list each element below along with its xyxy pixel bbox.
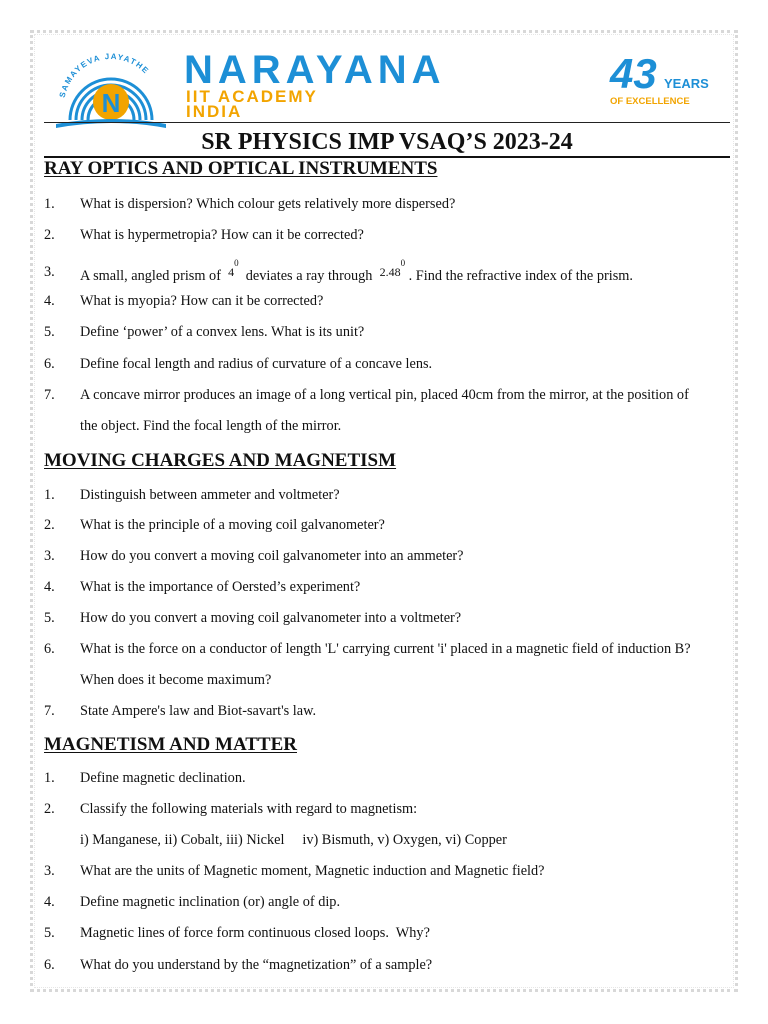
- item-number: 4.: [44, 579, 55, 595]
- item-number: 2.: [44, 517, 55, 533]
- degree-symbol: 0: [400, 258, 406, 268]
- item-text: What is dispersion? Which colour gets relatively more dispersed?: [80, 196, 456, 212]
- item-text: Classify the following materials with regard to magnetism:: [80, 801, 418, 817]
- item-text: How do you convert a moving coil galvanometer into a voltmeter?: [80, 610, 462, 626]
- item-number: 1.: [44, 487, 55, 503]
- item-text: i) Manganese, ii) Cobalt, iii) Nickel iv) Bismuth, v) Oxygen, vi) Copper: [80, 832, 507, 848]
- item-number: 4.: [44, 894, 55, 910]
- logo-arc-text: SAMAYEVA JAYATHE: [57, 51, 152, 99]
- deviation-angle: [379, 258, 406, 279]
- prism-text-a: A small, angled prism of: [80, 268, 221, 284]
- section-heading-ray-optics: RAY OPTICS AND OPTICAL INSTRUMENTS: [44, 158, 438, 179]
- item-text: What is hypermetropia? How can it be corrected?: [80, 227, 364, 243]
- item-number: 6.: [44, 356, 55, 372]
- section-heading-magnetism-matter: MAGNETISM AND MATTER: [44, 734, 297, 755]
- item-text: the object. Find the focal length of the mirror.: [80, 418, 342, 434]
- badge-number: 43: [610, 50, 657, 97]
- item-text: What is the principle of a moving coil galvanometer?: [80, 517, 385, 533]
- brand-subtitle: IIT ACADEMY: [186, 87, 318, 106]
- svg-text:N: N: [101, 88, 121, 118]
- deviation-angle-value: 2.48: [379, 265, 401, 279]
- item-text: Define ‘power’ of a convex lens. What is its unit?: [80, 324, 365, 340]
- brand-country: INDIA: [186, 102, 243, 121]
- item-text: What is the importance of Oersted’s experiment?: [80, 579, 361, 595]
- narayana-logo-icon: [46, 50, 176, 130]
- section-heading-moving-charges: MOVING CHARGES AND MAGNETISM: [44, 450, 397, 471]
- prism-angle: [228, 258, 239, 279]
- item-number: 7.: [44, 703, 55, 719]
- item-number: 5.: [44, 925, 55, 941]
- item-number: 1.: [44, 770, 55, 786]
- item-number: 2.: [44, 227, 55, 243]
- item-number: 3.: [44, 548, 55, 564]
- item-text: What do you understand by the “magnetization” of a sample?: [80, 957, 433, 973]
- prism-text-c: . Find the refractive index of the prism.: [408, 268, 633, 284]
- item-text: Define focal length and radius of curvature of a concave lens.: [80, 356, 433, 372]
- item-number: 3.: [44, 863, 55, 879]
- badge-years: YEARS: [664, 76, 709, 91]
- item-text: Define magnetic inclination (or) angle of dip.: [80, 894, 341, 910]
- item-text: State Ampere's law and Biot-savart's law.: [80, 703, 317, 719]
- item-number: 5.: [44, 324, 55, 340]
- item-text: What is myopia? How can it be corrected?: [80, 293, 324, 309]
- item-number: 7.: [44, 387, 55, 403]
- item-number: 6.: [44, 641, 55, 657]
- item-text: How do you convert a moving coil galvanometer into an ammeter?: [80, 548, 464, 564]
- prism-text-b: deviates a ray through: [245, 268, 373, 284]
- header-divider: [44, 122, 730, 123]
- item-text: Distinguish between ammeter and voltmeter?: [80, 487, 340, 503]
- item-number: 4.: [44, 293, 55, 309]
- item-number: 2.: [44, 801, 55, 817]
- item-number: 5.: [44, 610, 55, 626]
- item-text: What is the force on a conductor of length 'L' carrying current 'i' placed in a magnetic field of induction B?: [80, 641, 691, 657]
- degree-symbol: 0: [234, 258, 239, 268]
- item-text: What are the units of Magnetic moment, Magnetic induction and Magnetic field?: [80, 863, 545, 879]
- item-number: 1.: [44, 196, 55, 212]
- item-number: 6.: [44, 957, 55, 973]
- item-number: 3.: [44, 264, 55, 280]
- item-text: Magnetic lines of force form continuous closed loops. Why?: [80, 925, 430, 941]
- item-text: When does it become maximum?: [80, 672, 272, 688]
- 43-years-badge-icon: [608, 48, 724, 112]
- brand-name: NARAYANA: [184, 48, 446, 92]
- item-text: A concave mirror produces an image of a long vertical pin, placed 40cm from the mirror, at the position of: [80, 387, 689, 403]
- badge-excellence: OF EXCELLENCE: [610, 96, 690, 107]
- page-title: SR PHYSICS IMP VSAQ’S 2023-24: [201, 129, 573, 155]
- item-text: Define magnetic declination.: [80, 770, 246, 786]
- item-text: [80, 258, 633, 286]
- prism-angle-value: 4: [228, 265, 235, 279]
